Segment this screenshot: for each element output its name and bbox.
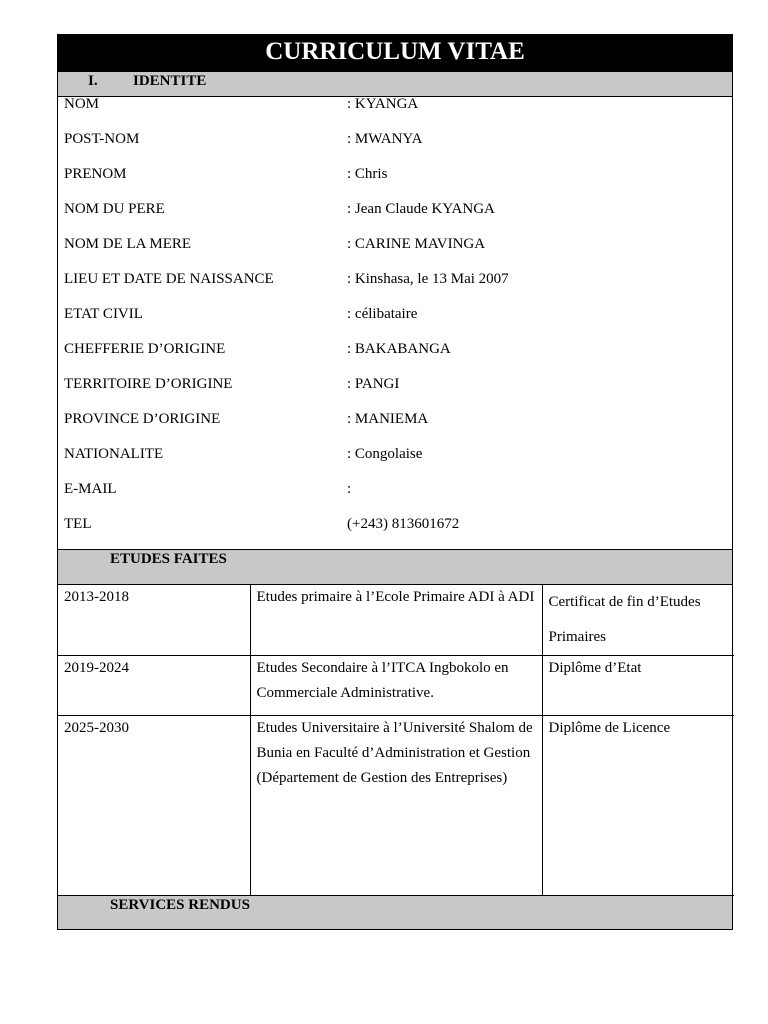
- identite-row: [64, 446, 704, 481]
- identite-row: [64, 516, 704, 551]
- field-label: NOM DE LA MERE: [64, 236, 192, 252]
- field-label: PROVINCE D’ORIGINE: [64, 411, 221, 427]
- identite-row: [64, 481, 704, 516]
- identite-row: [64, 131, 704, 166]
- description-cell: Etudes primaire à l’Ecole Primaire ADI à ADI: [250, 585, 542, 656]
- etudes-table: [58, 585, 734, 896]
- field-value: : CARINE MAVINGA: [347, 236, 486, 252]
- field-value: : KYANGA: [347, 96, 419, 112]
- field-label: NATIONALITE: [64, 446, 164, 462]
- field-value: : PANGI: [347, 376, 400, 392]
- identite-row: [64, 411, 704, 446]
- field-label: POST-NOM: [64, 131, 140, 147]
- field-label: ETAT CIVIL: [64, 306, 143, 322]
- identite-row: [64, 341, 704, 376]
- field-label: NOM DU PERE: [64, 201, 165, 217]
- section-header-services: [58, 895, 732, 929]
- description-cell: Etudes Universitaire à l’Université Shalom de Bunia en Faculté d’Administration et Gestion (Département de Gestion des Entreprises): [250, 716, 542, 896]
- section-number: I.: [88, 73, 98, 89]
- diploma-cell: Diplôme d’Etat: [542, 656, 734, 716]
- identite-row: [64, 201, 704, 236]
- period-cell: 2025-2030: [58, 716, 250, 896]
- cv-document: [57, 34, 733, 930]
- field-value: : Jean Claude KYANGA: [347, 201, 495, 217]
- identite-row: [64, 236, 704, 271]
- identite-row: [64, 306, 704, 341]
- field-value: : MANIEMA: [347, 411, 429, 427]
- period-cell: 2019-2024: [58, 656, 250, 716]
- description-cell: Etudes Secondaire à l’ITCA Ingbokolo en Commerciale Administrative.: [250, 656, 542, 716]
- cv-title: CURRICULUM VITAE: [58, 35, 732, 72]
- table-row: [58, 716, 734, 896]
- field-value: : MWANYA: [347, 131, 423, 147]
- section-title: ETUDES FAITES: [110, 551, 227, 567]
- field-label: TERRITOIRE D’ORIGINE: [64, 376, 233, 392]
- diploma-cell: Diplôme de Licence: [542, 716, 734, 896]
- section-title: IDENTITE: [133, 73, 207, 89]
- field-label: LIEU ET DATE DE NAISSANCE: [64, 271, 274, 287]
- identite-row: [64, 166, 704, 201]
- field-value: : célibataire: [347, 306, 418, 322]
- field-label: E-MAIL: [64, 481, 117, 497]
- field-value: : Kinshasa, le 13 Mai 2007: [347, 271, 509, 287]
- field-label: TEL: [64, 516, 92, 532]
- field-value: (+243) 813601672: [347, 516, 460, 532]
- identite-row: [64, 271, 704, 306]
- table-row: [58, 585, 734, 656]
- identite-row: [64, 376, 704, 411]
- table-row: [58, 656, 734, 716]
- section-header-identite: [58, 71, 732, 97]
- identite-row: [64, 96, 704, 131]
- period-cell: 2013-2018: [58, 585, 250, 656]
- field-label: CHEFFERIE D’ORIGINE: [64, 341, 226, 357]
- field-value: :: [347, 481, 352, 497]
- field-value: : BAKABANGA: [347, 341, 451, 357]
- diploma-cell: Certificat de fin d’Etudes Primaires: [542, 585, 734, 656]
- field-label: NOM: [64, 96, 100, 112]
- field-value: : Congolaise: [347, 446, 423, 462]
- section-header-etudes: [58, 549, 732, 585]
- section-title: SERVICES RENDUS: [110, 897, 250, 913]
- field-label: PRENOM: [64, 166, 127, 182]
- field-value: : Chris: [347, 166, 388, 182]
